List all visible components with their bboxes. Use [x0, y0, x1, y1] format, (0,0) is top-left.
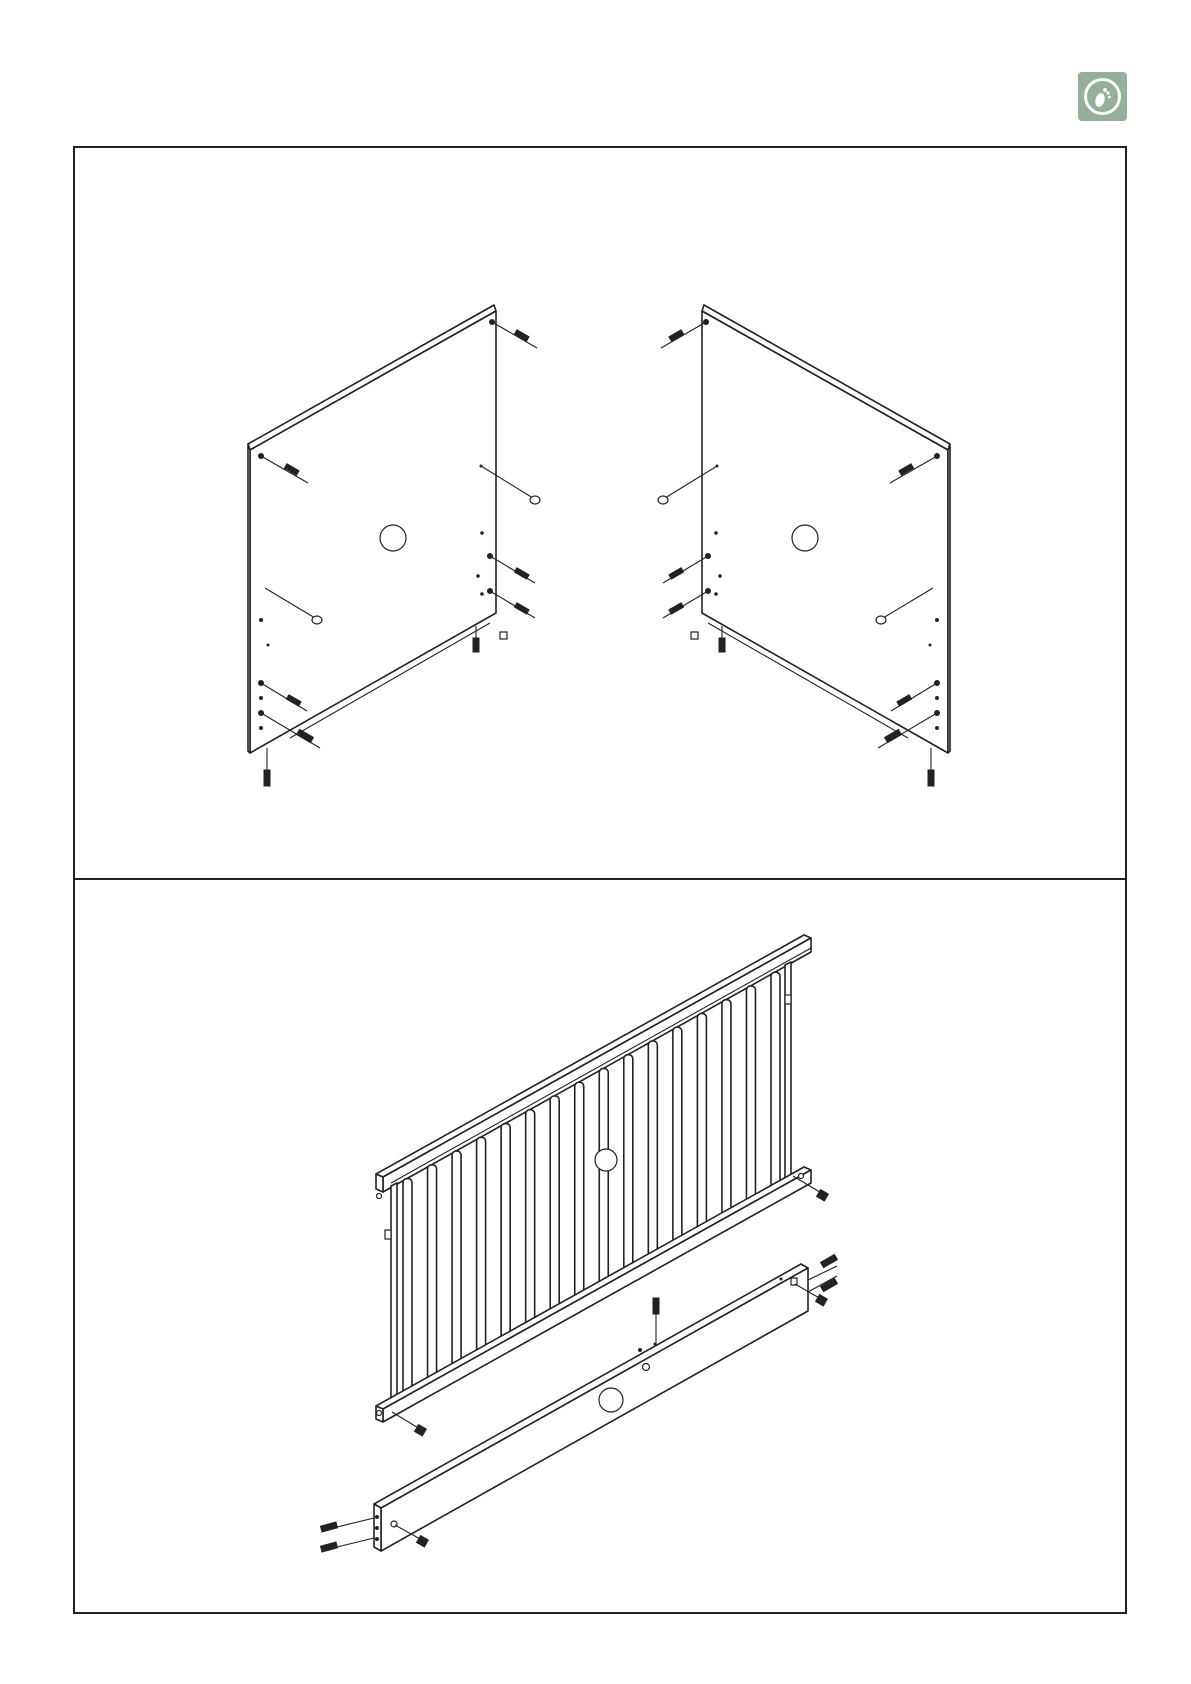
front-rail-drawing — [75, 880, 1125, 1612]
footprint-icon — [1078, 72, 1127, 121]
handle-hole-icon — [599, 1388, 623, 1412]
side-panels-drawing — [75, 148, 1125, 878]
rail-slat — [526, 1110, 535, 1327]
rail-slat — [722, 1000, 731, 1218]
handle-hole-icon — [595, 1149, 617, 1171]
rail-slat — [697, 1013, 706, 1231]
rail-slat — [477, 1137, 486, 1354]
assembly-step-front-rail — [73, 878, 1127, 1614]
rail-slat — [624, 1055, 633, 1273]
rail-slat — [746, 986, 755, 1204]
rail-slat — [599, 1068, 608, 1286]
brand-badge — [1078, 72, 1127, 121]
rail-slat — [575, 1082, 584, 1299]
right-side-panel — [658, 305, 950, 786]
slatted-rail — [376, 935, 828, 1436]
rail-slat — [403, 1179, 412, 1396]
rail-slat — [452, 1151, 461, 1368]
rail-slat — [673, 1027, 682, 1245]
rail-slat — [428, 1165, 437, 1382]
rail-slat — [501, 1124, 510, 1341]
left-side-panel — [248, 305, 540, 786]
rail-slat — [550, 1096, 559, 1313]
rail-slat — [648, 1041, 657, 1259]
handle-hole-icon — [380, 525, 406, 551]
assembly-step-side-panels — [73, 146, 1127, 880]
rail-slat — [771, 972, 780, 1190]
